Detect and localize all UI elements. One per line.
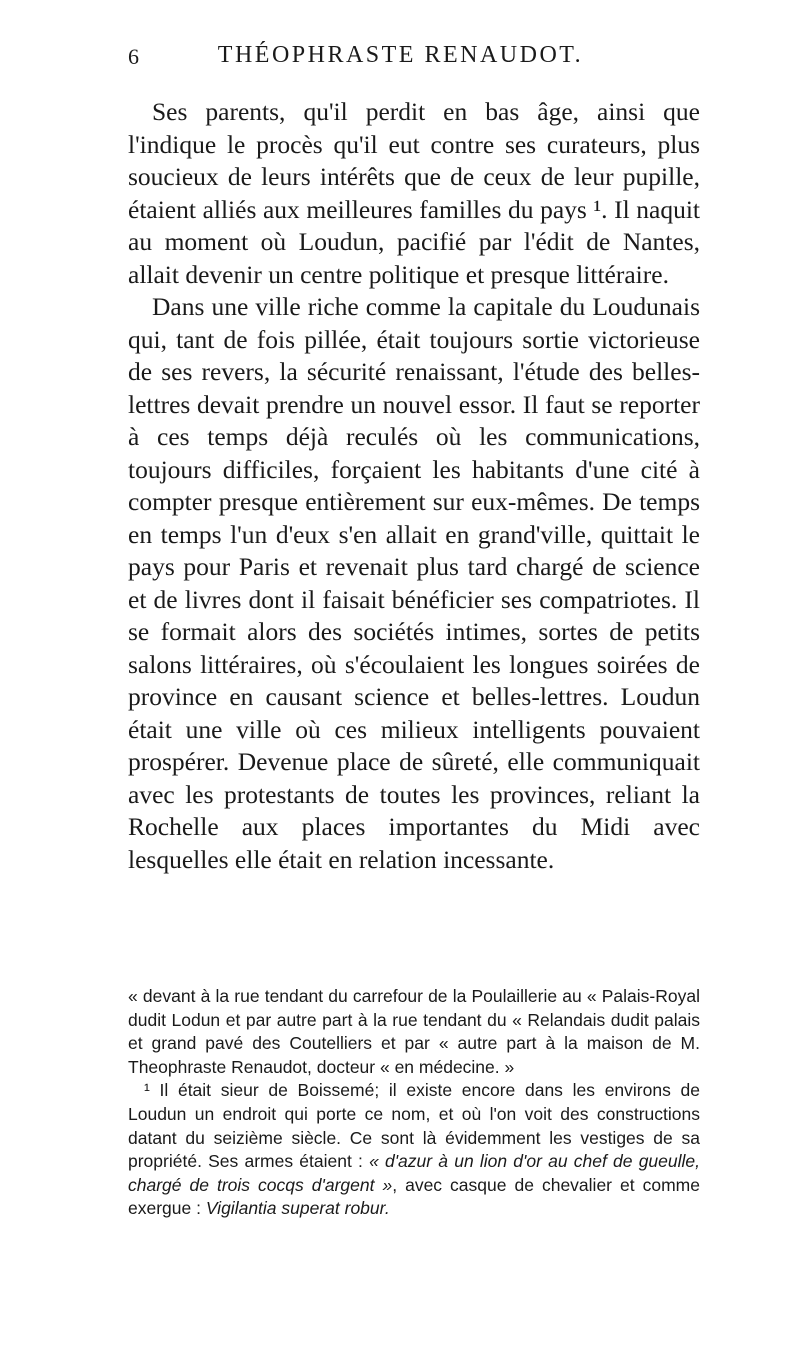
page-header — [0, 40, 801, 76]
paragraph: Dans une ville riche comme la capitale du Loudunais qui, tant de fois pillée, était toujours sortie victorieuse de ses revers, la sécurité renaissant, l'étude des belles-lettres devait prendre un nouvel essor. Il faut se reporter à ces temps déjà reculés où les communications, toujours difficiles, forçaient les habitants d'une cité à compter presque entièrement sur eux-mêmes. De temps en temps l'un d'eux s'en allait en grand'ville, quittait le pays pour Paris et revenait plus tard chargé de science et de livres dont il faisait bénéficier ses compatriotes. Il se formait alors des sociétés intimes, sortes de petits salons littéraires, où s'écoulaient les longues soirées de province en causant science et belles-lettres. Loudun était une ville où ces milieux intelligents pouvaient prospérer. Devenue place de sûreté, elle communiquait avec les protestants de toutes les provinces, reliant la Rochelle aux places importantes du Midi avec lesquelles elle était en relation incessante. — [128, 292, 700, 874]
footnote-quote-continuation: « devant à la rue tendant du carrefour de la Poulaillerie au « Palais-Royal dudit Lodun et par autre part à la rue tendant du « Relandais dudit palais et grand pavé des Coutelliers et par « autre part à la maison de M. Theophraste Renaudot, docteur « en médecine. » — [128, 986, 700, 1077]
footnote-1-text: ¹ Il était sieur de Boissemé; il existe encore dans les environs de Loudun un endroit qui porte ce nom, et où l'on voit des constructions datant du seizième siècle. Ce sont là évidemment les vestiges de sa propriété. Ses armes étaient : — [128, 1080, 700, 1172]
footnotes — [128, 985, 700, 1221]
paragraph: Ses parents, qu'il perdit en bas âge, ainsi que l'indique le procès qu'il eut contre ses curateurs, plus soucieux de leurs intérêts que de ceux de leur pupille, étaient alliés aux meilleures familles du pays ¹. Il naquit au moment où Loudun, pacifié par l'édit de Nantes, allait devenir un centre politique et presque littéraire. — [128, 97, 700, 289]
main-text — [128, 96, 700, 876]
page-number: 6 — [128, 44, 139, 69]
footnote-1-motto: Vigilantia superat robur. — [205, 1198, 390, 1219]
footnote-1-blazon: « d'azur à un lion d'or au chef de gueulle, chargé de trois cocqs d'argent » — [128, 1151, 700, 1195]
footnote-1 — [128, 1079, 700, 1221]
footnote-1-text-mid: , avec casque de chevalier et comme exergue : — [128, 1174, 700, 1219]
running-title: THÉOPHRASTE RENAUDOT. — [217, 42, 584, 68]
